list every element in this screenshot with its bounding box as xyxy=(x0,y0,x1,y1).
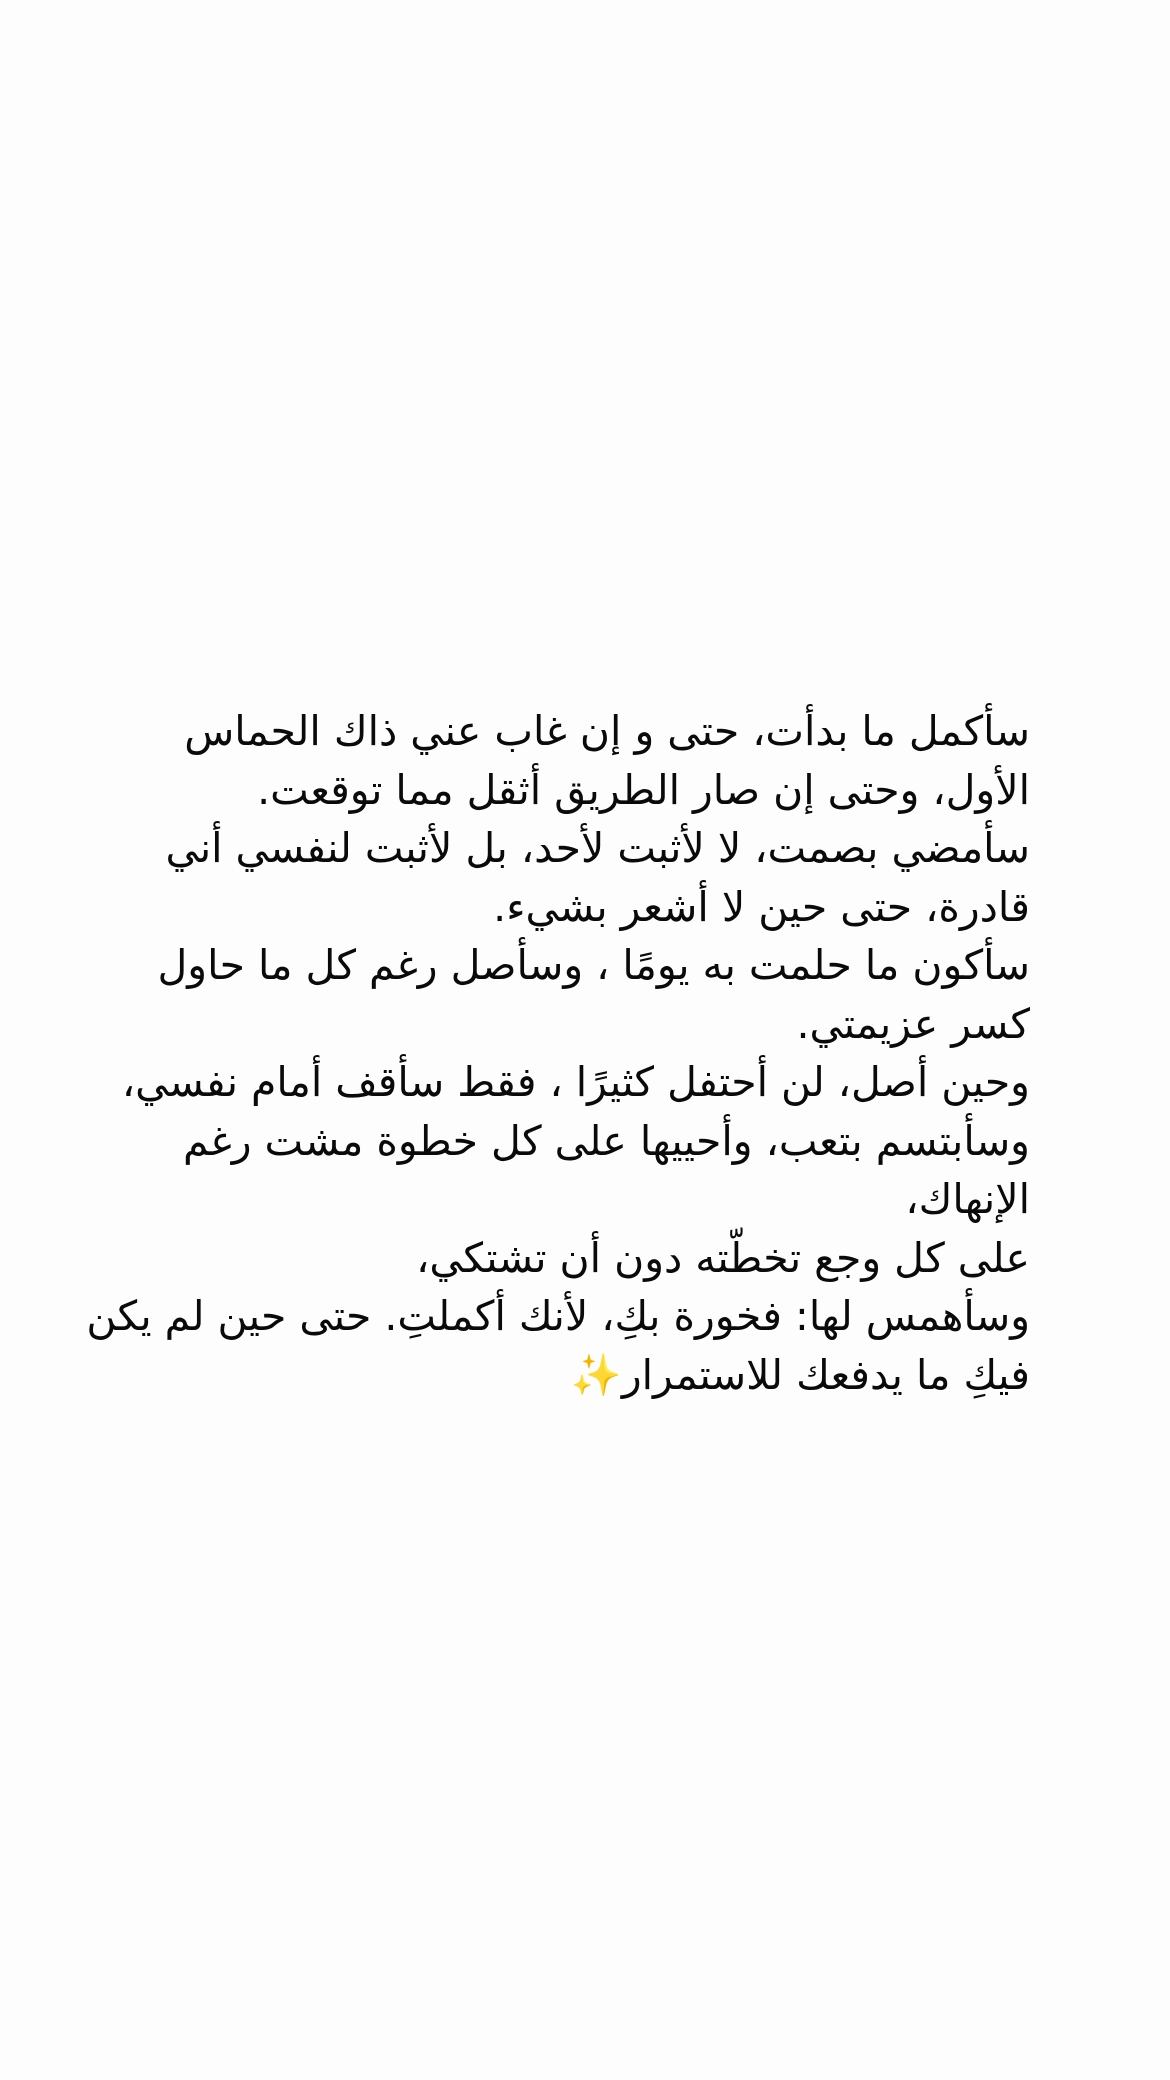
note-line: وسأهمس لها: فخورة بكِ، لأنك أكملتِ. حتى حين لم يكن xyxy=(86,1292,1030,1340)
note-line: قادرة، حتى حين لا أشعر بشيء. xyxy=(493,882,1030,931)
note-line: الأول، وحتى إن صار الطريق أثقل مما توقعت. xyxy=(257,765,1030,814)
note-line: سأكون ما حلمت به يومًا ، وسأصل رغم كل ما حاول xyxy=(157,941,1030,989)
note-line: على كل وجع تخطّته دون أن تشتكي، xyxy=(416,1233,1030,1282)
note-text xyxy=(86,702,1030,1404)
note-line: سأكمل ما بدأت، حتى و إن غاب عني ذاك الحماس xyxy=(184,707,1030,755)
note-line: وحين أصل، لن أحتفل كثيرًا ، فقط سأقف أمام نفسي، xyxy=(121,1058,1030,1106)
note-line: سأمضي بصمت، لا لأثبت لأحد، بل لأثبت لنفسي أني xyxy=(165,824,1030,872)
note-line: فيكِ ما يدفعك للاستمرار✨ xyxy=(570,1350,1030,1399)
note-line: الإنهاك، xyxy=(905,1175,1030,1223)
note-line: وسأبتسم بتعب، وأحييها على كل خطوة مشت رغم xyxy=(183,1116,1030,1165)
note-line: كسر عزيمتي. xyxy=(796,999,1030,1048)
